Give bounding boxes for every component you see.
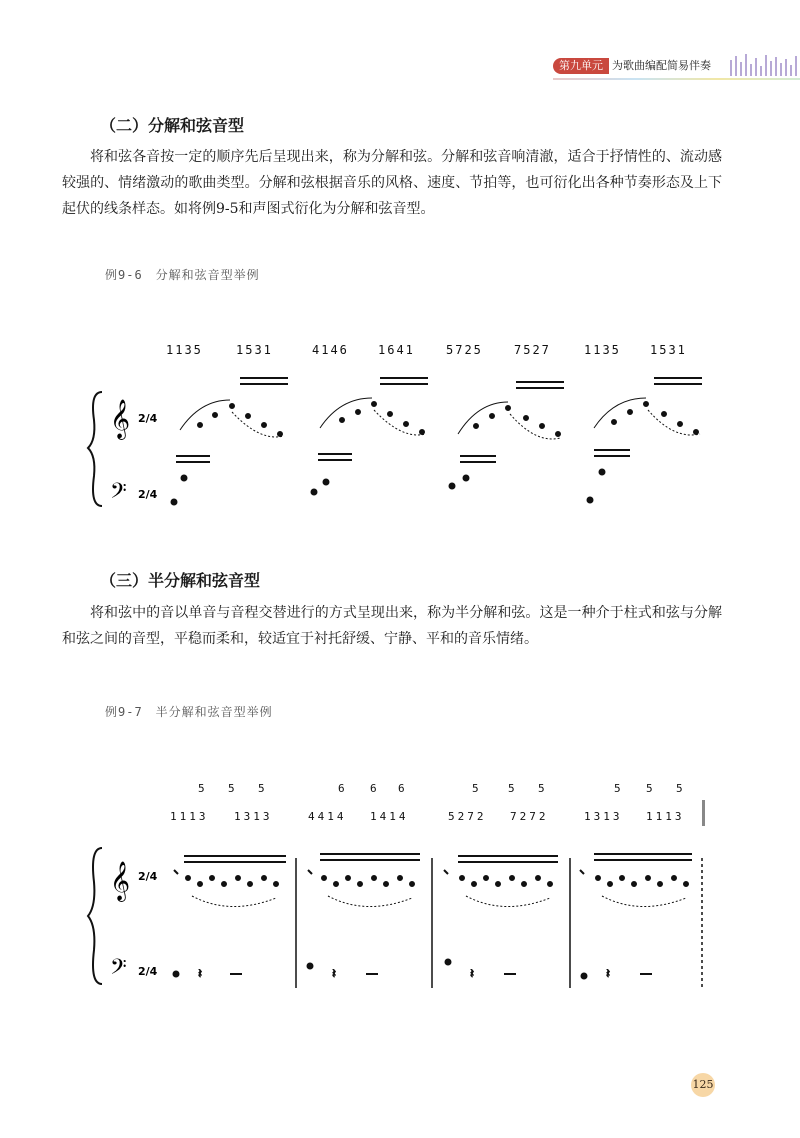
jianpu-group: 1531 — [650, 343, 687, 357]
page-number: 125 — [691, 1073, 715, 1097]
example-label-9-6: 例9-6 分解和弦音型举例 — [105, 268, 260, 282]
jianpu-group: 7527 — [514, 343, 551, 357]
measure-1 — [171, 378, 288, 505]
measure-3 — [444, 856, 558, 982]
svg-text:𝄽: 𝄽 — [198, 967, 202, 982]
paragraph-arpeggio: 将和弦各音按一定的顺序先后呈现出来，称为分解和弦。分解和弦音响清澈，适合于抒情性的、流动感较强的、情绪激动的歌曲类型。分解和弦根据音乐的风格、速度、节拍等，也可衍化出各种节奏形态及上下起伏的线条样态。如将例9-5和声图式衍化为分解和弦音型。 — [62, 149, 722, 217]
jianpu-group: 1414 — [370, 810, 409, 823]
jianpu-group: 5272 — [448, 810, 487, 823]
header-decoration-icon — [730, 52, 800, 76]
example-label-9-7: 例9-7 半分解和弦音型举例 — [105, 705, 273, 719]
jianpu-group: 1313 — [234, 810, 273, 823]
jianpu-upper-note: 5 — [508, 782, 515, 795]
unit-badge: 第九单元 — [553, 58, 609, 74]
jianpu-group: 1135 — [584, 343, 621, 357]
jianpu-group: 5725 — [446, 343, 483, 357]
bass-clef-icon: 𝄢 — [110, 479, 127, 509]
bass-time-signature: 2/4 — [138, 488, 158, 501]
svg-text:𝄽: 𝄽 — [332, 967, 336, 982]
jianpu-group: 1641 — [378, 343, 415, 357]
section-title-half-arpeggio: （三）半分解和弦音型 — [100, 571, 261, 590]
jianpu-group: 1531 — [236, 343, 273, 357]
jianpu-upper-note: 5 — [228, 782, 235, 795]
jianpu-upper-note: 5 — [614, 782, 621, 795]
treble-time-signature: 2/4 — [138, 412, 158, 425]
chapter-title: 为歌曲编配简易伴奏 — [612, 59, 711, 72]
measure-2 — [311, 378, 428, 495]
score-9-6-svg — [80, 330, 720, 520]
jianpu-group: 1113 — [170, 810, 209, 823]
score-9-7-svg — [80, 770, 720, 995]
bass-time-signature: 2/4 — [138, 965, 158, 978]
jianpu-upper-note: 5 — [676, 782, 683, 795]
jianpu-upper-note: 6 — [338, 782, 345, 795]
treble-clef-icon: 𝄞 — [110, 861, 131, 901]
jianpu-group: 1135 — [166, 343, 203, 357]
score-example-9-6 — [80, 330, 720, 520]
jianpu-upper-note: 6 — [370, 782, 377, 795]
jianpu-upper-note: 5 — [198, 782, 205, 795]
jianpu-group: 7272 — [510, 810, 549, 823]
svg-text:𝄽: 𝄽 — [606, 967, 610, 982]
measure-1 — [173, 856, 286, 982]
jianpu-group: 4414 — [308, 810, 347, 823]
svg-text:𝄽: 𝄽 — [470, 967, 474, 982]
measure-4 — [580, 854, 692, 982]
header-divider — [553, 78, 800, 80]
bass-clef-icon: 𝄢 — [110, 955, 127, 985]
jianpu-upper-note: 6 — [398, 782, 405, 795]
paragraph-half-arpeggio: 将和弦中的音以单音与音程交替进行的方式呈现出来，称为半分解和弦。这是一种介于柱式和弦与分解和弦之间的音型，平稳而柔和，较适宜于衬托舒缓、宁静、平和的音乐情绪。 — [62, 605, 722, 647]
section-title-arpeggio: （二）分解和弦音型 — [100, 116, 245, 135]
treble-time-signature: 2/4 — [138, 870, 158, 883]
jianpu-group: 1313 — [584, 810, 623, 823]
jianpu-upper-note: 5 — [472, 782, 479, 795]
jianpu-upper-note: 5 — [258, 782, 265, 795]
measure-3 — [449, 382, 564, 489]
jianpu-group: 1113 — [646, 810, 685, 823]
final-barline-upper — [702, 800, 705, 826]
measure-4 — [587, 378, 702, 503]
treble-clef-icon: 𝄞 — [110, 399, 131, 439]
jianpu-group: 4146 — [312, 343, 349, 357]
measure-2 — [307, 854, 420, 982]
score-example-9-7 — [80, 770, 720, 995]
jianpu-upper-note: 5 — [538, 782, 545, 795]
jianpu-upper-note: 5 — [646, 782, 653, 795]
